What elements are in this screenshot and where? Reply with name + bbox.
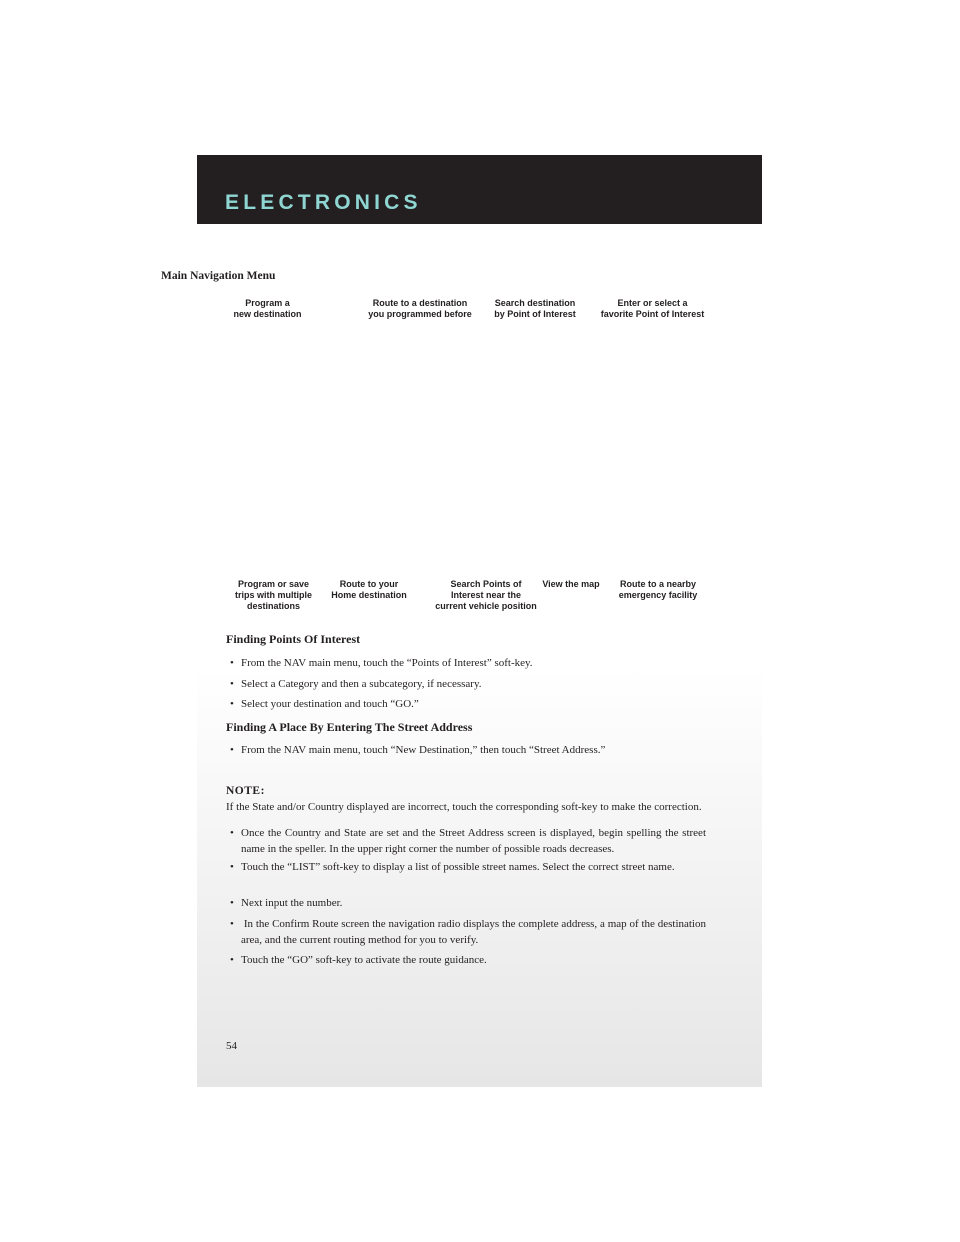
callout-favorites-line1: Enter or select a <box>617 298 688 308</box>
callout-recent-destination <box>360 298 480 320</box>
callout-favorites <box>590 298 715 320</box>
callout-emergency-line2: emergency facility <box>618 590 698 600</box>
note-text: If the State and/or Country displayed are incorrect, touch the corresponding soft-key to make the correction. <box>226 801 702 813</box>
callout-emergency <box>610 579 706 601</box>
address-bullet-5: • In the Confirm Route screen the navigation radio displays the complete address, a map of the destination area, and the current routing method for you to verify. <box>226 917 706 948</box>
callout-multi-destination-trips <box>226 579 321 612</box>
callout-nearby-poi <box>428 579 544 612</box>
page-number: 54 <box>226 1040 237 1052</box>
callout-home-line2: Home destination <box>331 590 407 600</box>
callout-point-of-interest-line2: by Point of Interest <box>494 309 576 319</box>
section-header <box>197 155 762 224</box>
callout-trips-line3: destinations <box>246 601 300 611</box>
callout-home-line1: Route to your <box>339 579 399 589</box>
address-bullet-1: • From the NAV main menu, touch “New Destination,” then touch “Street Address.” <box>226 743 706 759</box>
callout-view-map-line1: View the map <box>542 579 600 589</box>
callout-favorites-line2: favorite Point of Interest <box>600 309 705 319</box>
callout-nearby-poi-line1: Search Points of <box>450 579 522 589</box>
callout-point-of-interest-line1: Search destination <box>494 298 576 308</box>
navigation-screen-image <box>226 322 706 576</box>
callout-nearby-poi-line3: current vehicle position <box>435 601 537 611</box>
address-bullet-6: • Touch the “GO” soft-key to activate the route guidance. <box>226 953 706 969</box>
callout-new-destination <box>225 298 310 320</box>
address-bullet-3: • Touch the “LIST” soft-key to display a list of possible street names. Select the correct street name. <box>226 860 706 876</box>
address-heading: Finding A Place By Entering The Street Address <box>226 720 473 734</box>
callout-home-destination <box>320 579 418 601</box>
callout-recent-destination-line2: you programmed before <box>368 309 472 319</box>
address-bullet-2: • Once the Country and State are set and the Street Address screen is displayed, begin spelling the street name in the speller. In the upper right corner the number of possible roads decreases. <box>226 826 706 857</box>
callout-recent-destination-line1: Route to a destination <box>372 298 468 308</box>
callout-point-of-interest <box>485 298 585 320</box>
address-bullet-4: • Next input the number. <box>226 896 706 912</box>
callout-view-map <box>538 579 604 590</box>
callout-new-destination-line1: Program a <box>245 298 290 308</box>
callout-emergency-line1: Route to a nearby <box>619 579 696 589</box>
poi-heading: Finding Points Of Interest <box>226 632 361 646</box>
callout-trips-line1: Program or save <box>237 579 310 589</box>
section-header-title: ELECTRONICS <box>225 191 422 214</box>
callout-nearby-poi-line2: Interest near the <box>450 590 522 600</box>
main-navigation-menu-title: Main Navigation Menu <box>161 270 276 282</box>
note-label: NOTE: <box>226 785 265 797</box>
poi-bullet-1: • From the NAV main menu, touch the “Points of Interest” soft-key. <box>226 656 706 672</box>
callout-new-destination-line2: new destination <box>233 309 302 319</box>
poi-bullet-3: • Select your destination and touch “GO.” <box>226 697 706 713</box>
callout-trips-line2: trips with multiple <box>234 590 312 600</box>
poi-bullet-2: • Select a Category and then a subcategory, if necessary. <box>226 677 706 693</box>
